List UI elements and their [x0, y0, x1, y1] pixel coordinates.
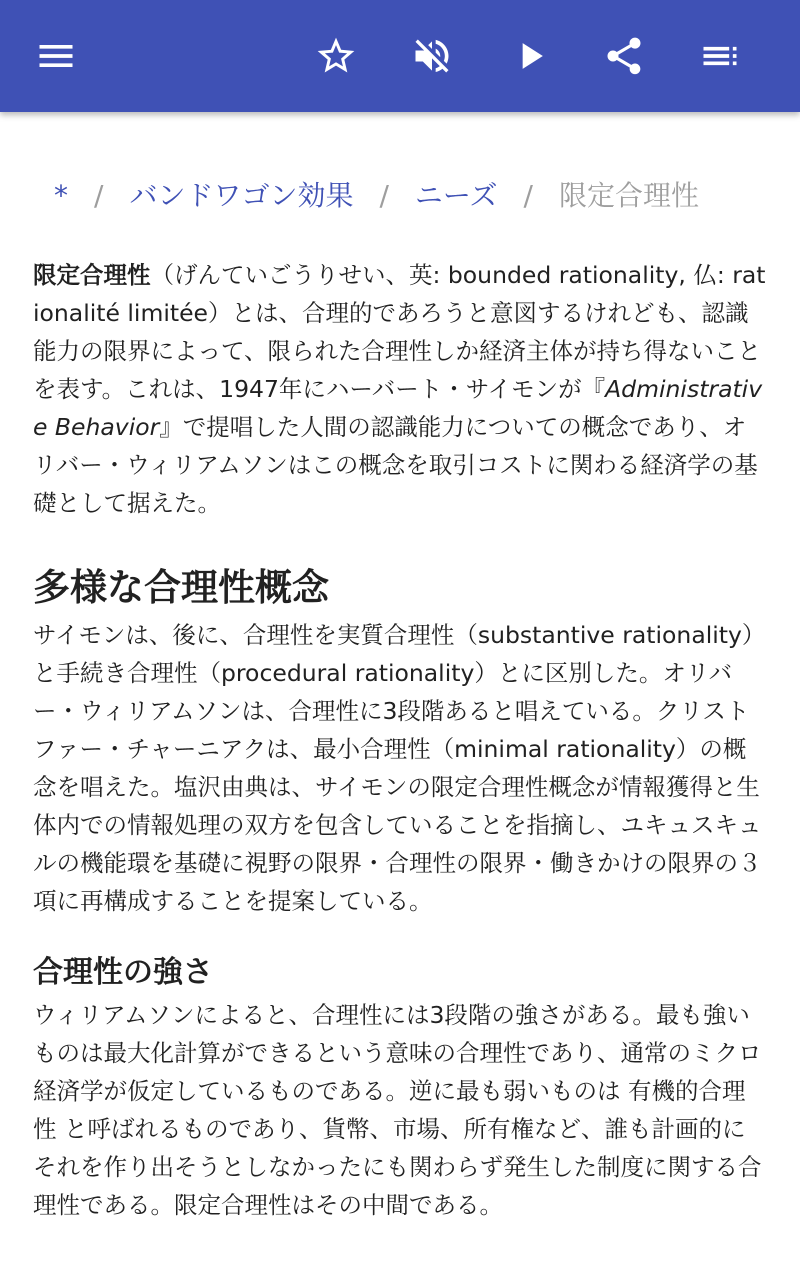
play-button[interactable]: [502, 28, 558, 84]
breadcrumb-separator: /: [523, 179, 533, 212]
breadcrumb-item-needs[interactable]: ニーズ: [414, 179, 498, 212]
share-button[interactable]: [596, 28, 652, 84]
breadcrumb-separator: /: [94, 179, 104, 212]
section-heading-rationality-concepts: 多様な合理性概念: [33, 566, 329, 609]
play-icon: [508, 34, 552, 78]
share-icon: [602, 34, 646, 78]
article-content: [0, 112, 800, 1280]
breadcrumb-current: 限定合理性: [558, 179, 699, 212]
mute-button[interactable]: [404, 28, 460, 84]
volume-off-icon: [410, 34, 454, 78]
breadcrumb: [54, 174, 699, 218]
intro-paragraph: [33, 256, 767, 522]
intro-term: 限定合理性: [33, 261, 151, 289]
table-of-contents-button[interactable]: [692, 28, 748, 84]
menu-button[interactable]: [28, 28, 84, 84]
toc-icon: [698, 34, 742, 78]
star-icon: [314, 34, 358, 78]
menu-icon: [34, 34, 78, 78]
book-title: Administrative Behavior: [33, 375, 763, 441]
breadcrumb-item-home[interactable]: *: [54, 179, 68, 212]
section-paragraph-rationality-concepts: サイモンは、後に、合理性を実質合理性（substantive rationality）と手続き合理性（procedural rationality）とに区別した。オリバー・ウィリアムソンは、合理性に3段階あると唱えている。クリストファー・チャーニアクは、最小合理性（minimal rationality）の概念を唱えた。塩沢由典は、サイモンの限定合理性概念が情報獲得と生体内での情報処理の双方を包含していることを指摘し、ユキュスキュルの機能環を基礎に視野の限界・合理性の限界・働きかけの限界の３項に再構成することを提案している。: [33, 621, 766, 915]
article-body: [33, 256, 767, 1224]
favorite-button[interactable]: [308, 28, 364, 84]
intro-text-1: （げんていごうりせい、英: bounded rationality, 仏: rationalité limitée）とは、合理的であろうと意図するけれども、認識能力の限界によって、限られた合理性しか経済主体が持ち得ないことを表す。これは、1947年にハーバート・サイモンが『: [33, 261, 766, 403]
section-heading-rationality-strength: 合理性の強さ: [33, 955, 213, 990]
breadcrumb-separator: /: [379, 179, 389, 212]
breadcrumb-item-bandwagon[interactable]: バンドワゴン効果: [129, 179, 354, 212]
app-toolbar: [0, 0, 800, 112]
section-paragraph-rationality-strength: ウィリアムソンによると、合理性には3段階の強さがある。最も強いものは最大化計算ができるという意味の合理性であり、通常のミクロ経済学が仮定しているものである。逆に最も弱いものは 有機的合理性 と呼ばれるものであり、貨幣、市場、所有権など、誰も計画的にそれを作り出そうとしなかったにも関わらず発生した制度に関する合理性である。限定合理性はその中間である。: [33, 1001, 762, 1219]
intro-text-2: 』で提唱した人間の認識能力についての概念であり、オリバー・ウィリアムソンはこの概念を取引コストに関わる経済学の基礎として据えた。: [33, 413, 758, 517]
